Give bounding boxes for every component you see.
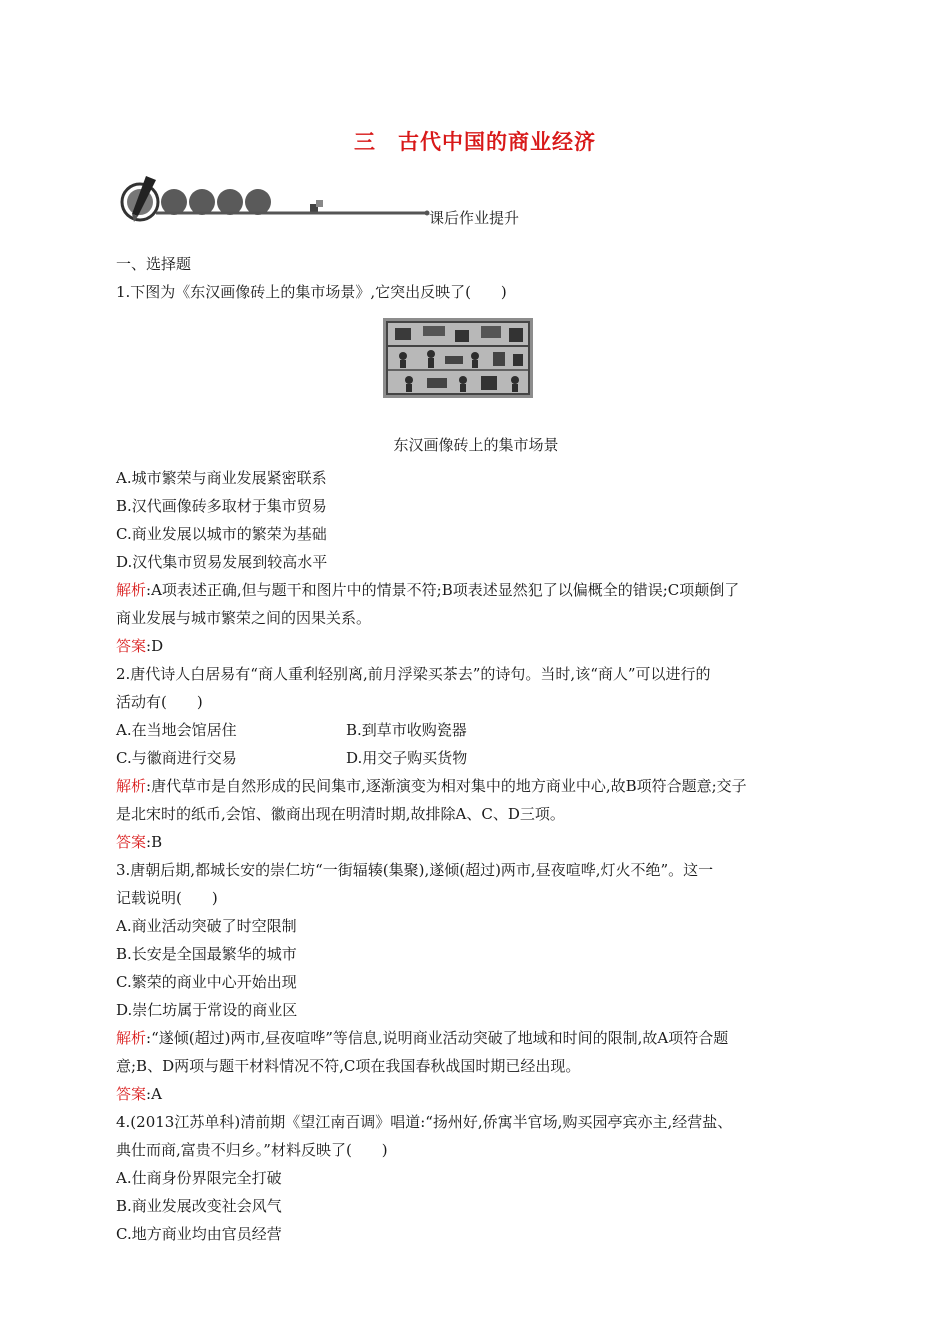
banner-label: 课后作业提升 — [429, 209, 520, 227]
analysis-continued: 是北宋时的纸币,会馆、徽商出现在明清时期,故排除A、C、D三项。 — [116, 805, 565, 823]
question-1 — [116, 278, 836, 660]
page-title: 三 古代中国的商业经济 — [354, 130, 596, 154]
answer-label: 答案 — [116, 833, 147, 851]
analysis — [116, 1024, 836, 1052]
market-scene-image — [383, 318, 533, 398]
question-stem: 2.唐代诗人白居易有“商人重利轻别离,前月浮梁买茶去”的诗句。当时,该“商人”可以进行的 — [116, 665, 711, 683]
analysis-text: :A项表述正确,但与题干和图片中的情景不符;B项表述显然犯了以偏概全的错误;C项颠倒了 — [146, 581, 740, 599]
answer — [116, 828, 836, 856]
question-3 — [116, 856, 836, 1108]
option-row — [116, 744, 836, 772]
option-b: B.商业发展改变社会风气 — [116, 1197, 282, 1215]
analysis-label: 解析 — [116, 1029, 147, 1047]
question-figure — [116, 306, 836, 464]
analysis-text: :唐代草市是自然形成的民间集市,逐渐演变为相对集中的地方商业中心,故B项符合题意;交子 — [146, 777, 747, 795]
option-c: C.地方商业均由官员经营 — [116, 1225, 282, 1243]
analysis-continued: 意;B、D两项与题干材料情况不符,C项在我国春秋战国时期已经出现。 — [116, 1057, 581, 1075]
option-b: B.到草市收购瓷器 — [346, 721, 467, 739]
option-d: D.汉代集市贸易发展到较高水平 — [116, 553, 328, 571]
question-stem-continued: 记载说明( ) — [116, 889, 218, 907]
answer-label: 答案 — [116, 637, 147, 655]
question-2 — [116, 660, 836, 856]
question-stem: 1.下图为《东汉画像砖上的集市场景》,它突出反映了( ) — [116, 283, 507, 301]
answer — [116, 1080, 836, 1108]
option-d: D.崇仁坊属于常设的商业区 — [116, 1001, 298, 1019]
question-stem: 3.唐朝后期,都城长安的崇仁坊“一街辐辏(集聚),遂倾(超过)两市,昼夜喧哗,灯火不绝”。这一 — [116, 861, 714, 879]
worksheet-content — [116, 250, 836, 1248]
option-b: B.汉代画像砖多取材于集市贸易 — [116, 497, 327, 515]
section-heading: 一、选择题 — [116, 255, 192, 273]
answer-value: :D — [146, 637, 164, 655]
option-c: C.商业发展以城市的繁荣为基础 — [116, 525, 327, 543]
option-a: A.商业活动突破了时空限制 — [116, 917, 297, 935]
analysis-continued: 商业发展与城市繁荣之间的因果关系。 — [116, 609, 372, 627]
option-a: A.城市繁荣与商业发展紧密联系 — [116, 469, 327, 487]
analysis-label: 解析 — [116, 581, 147, 599]
option-c: C.与徽商进行交易 — [116, 749, 237, 767]
analysis — [116, 772, 836, 800]
answer — [116, 632, 836, 660]
option-c: C.繁荣的商业中心开始出现 — [116, 973, 297, 991]
option-row — [116, 716, 836, 744]
analysis-text: :“遂倾(超过)两市,昼夜喧哗”等信息,说明商业活动突破了地域和时间的限制,故A项符合题 — [146, 1029, 729, 1047]
question-stem: 4.(2013江苏单科)清前期《望江南百调》唱道:“扬州好,侨寓半官场,购买园亭宾亦主,经营盐、 — [116, 1113, 733, 1131]
option-a: A.仕商身份界限完全打破 — [116, 1169, 282, 1187]
option-d: D.用交子购买货物 — [346, 749, 468, 767]
analysis-label: 解析 — [116, 777, 147, 795]
analysis — [116, 576, 836, 604]
answer-label: 答案 — [116, 1085, 147, 1103]
option-b: B.长安是全国最繁华的城市 — [116, 945, 297, 963]
question-4 — [116, 1108, 836, 1248]
figure-caption: 东汉画像砖上的集市场景 — [393, 436, 559, 454]
answer-value: :B — [146, 833, 163, 851]
answer-value: :A — [146, 1085, 162, 1103]
question-stem-continued: 活动有( ) — [116, 693, 203, 711]
option-a: A.在当地会馆居住 — [116, 721, 237, 739]
question-stem-continued: 典仕而商,富贵不归乡。”材料反映了( ) — [116, 1141, 388, 1159]
